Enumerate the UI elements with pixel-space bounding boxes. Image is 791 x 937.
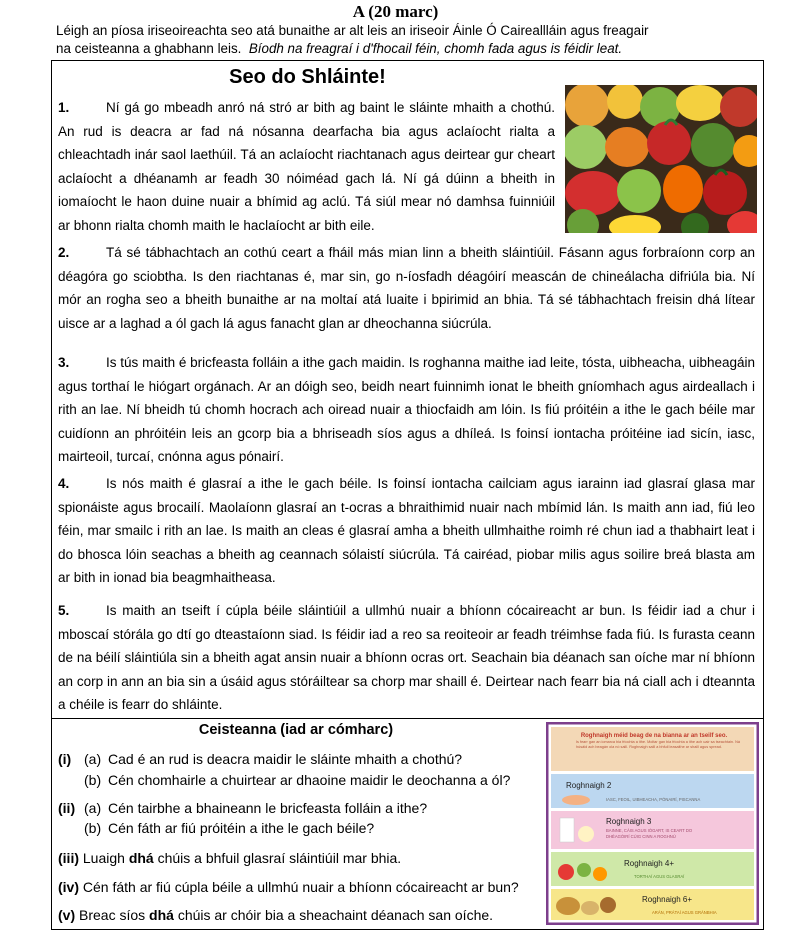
article-title: Seo do Shláinte! (229, 66, 386, 88)
vegetables-image (565, 85, 757, 233)
paragraph-number: 1. (58, 100, 70, 115)
tier-desc: IASC, FEOIL, UIBHEACHA, PÓNAIRÍ, PISCANNA (606, 797, 701, 802)
tier-desc: ARÁN, PRÁTAÍ AGUS GRÁNBHIA (652, 910, 717, 915)
question-text-pre: Breac síos (79, 907, 150, 923)
question-text-bold: dhá (149, 907, 174, 923)
apple-icon (558, 864, 574, 880)
paragraph-4 (58, 472, 755, 590)
paragraph-number: 4. (58, 476, 70, 491)
instruction-italic: Bíodh na freagraí i d'fhocail féin, chomh fada agus is féidir leat. (248, 41, 623, 56)
question-number: (v) (58, 907, 76, 923)
question-sub: (a) (84, 800, 102, 816)
question-text: Cén fáth ar fiú cúpla béile a ullmhú nuair a bhíonn cócaireacht ar bun? (82, 879, 519, 895)
question-number: (ii) (58, 800, 76, 816)
pyramid-top-title: Roghnaigh méid beag de na bianna ar an tseilf seo. (580, 733, 728, 739)
cereal-icon (600, 897, 616, 913)
tier-label: Roghnaigh 6+ (642, 895, 693, 904)
question-i-b (84, 771, 510, 789)
tier-desc: TORTHAÍ AGUS GLASRAÍ (634, 874, 685, 879)
pyramid-top-note: Is fearr gan an iomarca bia friochta a ithe. Moltar gan bia friochta a ithe ach uair sa tseachtain. Ná húsáid ach beagán ola nó saill. Roghnaigh saill a bhfuil leasaithe ar shaill agus spread. (576, 740, 740, 749)
pyramid-tier-6 (551, 889, 754, 920)
paragraph-number: 5. (58, 603, 70, 618)
questions-title: Ceisteanna (iad ar cómharc) (198, 722, 394, 738)
tier-label: Roghnaigh 2 (566, 781, 612, 790)
question-number: (iii) (58, 850, 79, 866)
instruction-plain: na ceisteanna a ghabhann leis. (56, 41, 242, 56)
paragraph-5 (58, 599, 755, 717)
question-text-post: chúis ar chóir bia a sheachaint déanach san oíche. (173, 907, 494, 923)
question-text: Cén fáth ar fiú próitéin a ithe le gach béile? (108, 820, 375, 836)
paragraph-2 (58, 241, 755, 335)
vegetable-icon (577, 863, 591, 877)
question-iv (58, 878, 519, 896)
question-text-pre: Luaigh (82, 850, 129, 866)
paragraph-text: Is maith an tseift í cúpla béile sláintiúil a ullmhú nuair a bhíonn cócaireacht ar bun. Is féidir iad a chur i mboscaí stórála go dtí go dteastaíonn siad. Is féidir iad a reo sa reoiteoir ar feadh tréimhse fada fiú. Is furasta ceann de na béilí sláintiúla sin a bheith agat ansin nuair a bhíonn ocras ort. Seachain bia déanach san oíche mar ní bhíonn an corp in ann an bia sin a úsáid agus stóráiltear sa chorp mar shaill é. Deirtear nach fearr bia ná ciall ach i dteannta a chéile is fearr do shláinte. (58, 603, 755, 713)
question-number: (i) (58, 751, 72, 767)
question-ii-a (58, 799, 427, 817)
paragraph-number: 3. (58, 355, 70, 370)
question-text-post: chúis a bhfuil glasraí sláintiúil mar bhia. (153, 850, 402, 866)
paragraph-text: Tá sé tábhachtach an cothú ceart a fháil más mian linn a bheith sláintiúil. Fásann agus forbraíonn corp an déagóra go sciobtha. Is den riachtanas é, mar sin, go n-íosfadh déagóirí meascán de chineálacha difriúla bia. Ní mór an rogha seo a bheith bunaithe ar na moltaí atá luaite i bpirimid an bhia. Tá sé tábhachtach freisin dhá lítear uisce ar a laghad a ól gach lá agus fanacht glan ar dheochanna siúcrúla. (58, 245, 755, 331)
instruction-line-1: Léigh an píosa iriseoireachta seo atá bunaithe ar alt leis an iriseoir Áinle Ó Caireallláin agus freagair (56, 23, 649, 38)
food-pyramid (546, 722, 759, 925)
paragraph-1 (58, 96, 555, 238)
question-ii-b (84, 819, 374, 837)
question-i-a (58, 750, 462, 768)
tier-label: Roghnaigh 4+ (624, 859, 675, 868)
question-v (58, 906, 493, 924)
question-sub: (b) (84, 820, 102, 836)
bread-icon (556, 897, 580, 915)
question-number: (iv) (58, 879, 79, 895)
tier-desc: BAINNE, CÁIS AGUS IÓGART, IS CEART DO DHÉAGÓIRÍ CÚIG CINN A ROGHNÚ (606, 828, 693, 839)
question-text-bold: dhá (128, 850, 154, 866)
questions-divider (51, 718, 764, 719)
paragraph-text: Is nós maith é glasraí a ithe le gach béile. Is foinsí iontacha cailciam agus iarainn iad glasraí glasa mar spionáiste agus brocailí. Maolaíonn glasraí an t-ocras a bhraithimid nuair nach mbímid lán. Is maith ann iad, fiú leo féin, mar smailc i rith an lae. Is maith an cleas é glasraí amha a bheith ullmhaithe roimh ré chun iad a thabhairt leat i do bhosca lóin seachas a bheith ag ceannach sólaistí siúcrúla. Tá cairéad, piobar milis agus soilire breá blasta am ar bith in ionad bia beagmhaitheasa. (58, 476, 755, 586)
question-sub: (a) (84, 751, 102, 767)
orange-icon (593, 867, 607, 881)
question-sub: (b) (84, 772, 102, 788)
milk-icon (560, 818, 574, 842)
question-text: Cén chomhairle a chuirtear ar dhaoine maidir le deochanna a ól? (108, 772, 511, 788)
potato-icon (581, 901, 599, 915)
question-iii (58, 849, 401, 867)
tier-label: Roghnaigh 3 (606, 817, 652, 826)
cheese-icon (578, 826, 594, 842)
question-text: Cén tairbhe a bhaineann le bricfeasta folláin a ithe? (108, 800, 428, 816)
paragraph-text: Is tús maith é bricfeasta folláin a ithe gach maidin. Is roghanna maithe iad leite, tósta, uibheacha, uibheagáin agus torthaí le hiógart orgánach. Ar an dóigh seo, beidh neart fuinnimh ionat le bheith gníomhach agus airdeallach i rith an lae. Ní bheidh tú chomh hocrach ach oiread nuair a thiocfaidh am lóin. Is fiú próitéin a ithe le gach béile mar cuidíonn an phróitéin leis an gcorp bia a bhriseadh síos agus a dhíleá. Is foinsí iontacha próitéine iad sicín, iasc, mairteoil, turcaí, cnónna agus pónairí. (58, 355, 755, 465)
question-text: Cad é an rud is deacra maidir le sláinte mhaith a chothú? (108, 751, 463, 767)
fish-icon (562, 795, 590, 805)
paragraph-3 (58, 351, 755, 469)
instruction-line-2 (56, 40, 622, 57)
paragraph-number: 2. (58, 245, 70, 260)
paragraph-text: Ní gá go mbeadh anró ná stró ar bith ag baint le sláinte mhaith a chothú. An rud is deacra ar fad ná nósanna dearfacha bia agus aclaíocht rialta a chleachtadh inár saol laethúil. Tá an aclaíocht riachtanach agus deirtear gur cheart aclaíocht a dhéanamh ar feadh 30 nóiméad gach lá. Ní gá dúinn a bheith in iomaíocht le haon duine nuair a bhímid ag aclú. Tá siúl mear nó damhsa fuinniúil ar bhonn rialta chomh maith le haclaíocht ar bith eile. (58, 100, 555, 233)
section-title: A (20 marc) (352, 2, 439, 21)
